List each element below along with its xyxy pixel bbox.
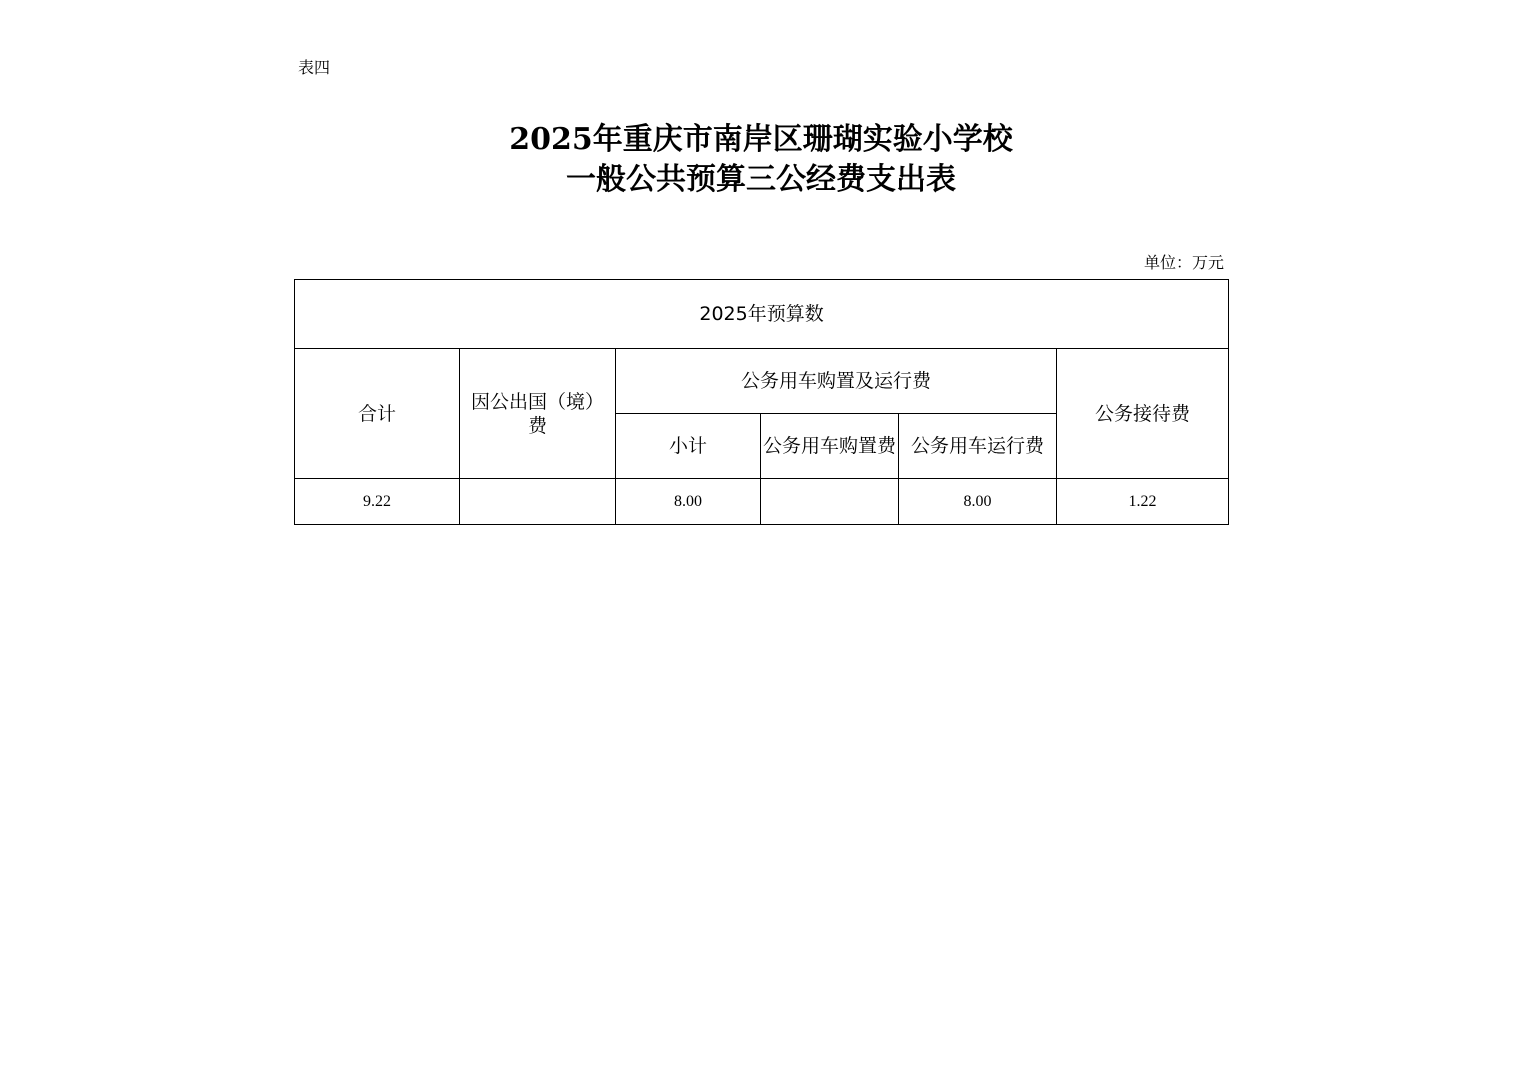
cell-vehicle-subtotal: 8.00 — [616, 479, 761, 525]
column-header-vehicle-purchase: 公务用车购置费 — [761, 414, 899, 479]
column-header-reception: 公务接待费 — [1057, 349, 1229, 479]
cell-vehicle-purchase — [761, 479, 899, 525]
page-title-line-2: 一般公共预算三公经费支出表 — [566, 162, 956, 197]
table-row — [295, 479, 1229, 525]
column-header-vehicle-group: 公务用车购置及运行费 — [616, 349, 1057, 414]
budget-year-header: 2025年预算数 — [295, 280, 1229, 349]
cell-reception: 1.22 — [1057, 479, 1229, 525]
column-header-vehicle-subtotal: 小计 — [616, 414, 761, 479]
budget-table — [294, 279, 1229, 525]
column-header-total: 合计 — [295, 349, 460, 479]
cell-abroad — [460, 479, 616, 525]
table-number-label: 表四 — [298, 58, 331, 77]
column-header-vehicle-operation: 公务用车运行费 — [899, 414, 1057, 479]
table-header-row — [295, 280, 1229, 349]
column-header-abroad: 因公出国（境）费 — [460, 349, 616, 479]
cell-vehicle-operation: 8.00 — [899, 479, 1057, 525]
page-title-line-1: 2025年重庆市南岸区珊瑚实验小学校 — [509, 122, 1013, 157]
cell-total: 9.22 — [295, 479, 460, 525]
table-header-row — [295, 349, 1229, 414]
unit-label: 单位：万元 — [1143, 253, 1224, 272]
